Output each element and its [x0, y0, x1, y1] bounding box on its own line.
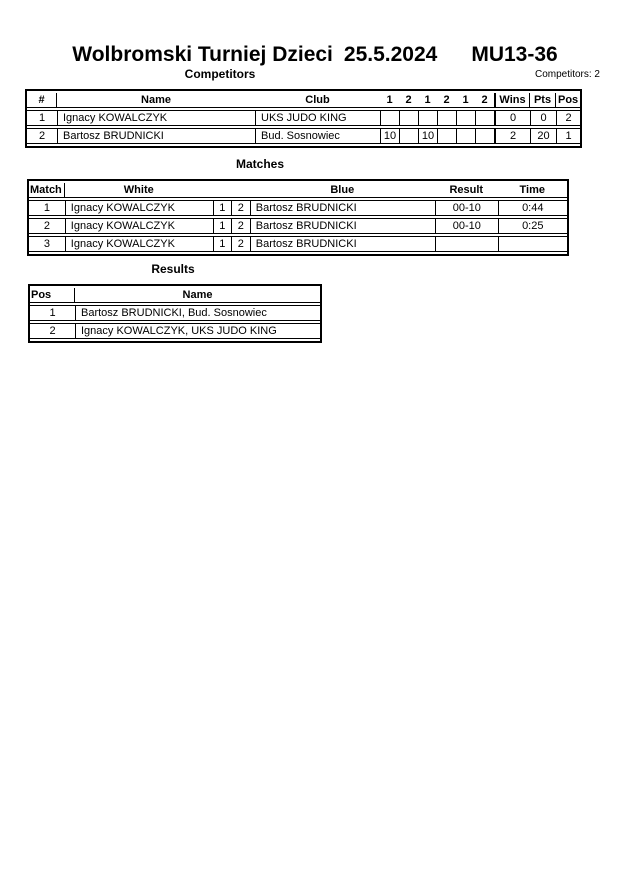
col-header-white: White [65, 183, 213, 198]
cell-blue: Bartosz BRUDNICKI [250, 200, 435, 216]
cell-match: 2 [29, 218, 65, 234]
cell-score [418, 110, 437, 126]
col-header-pos: Pos [30, 288, 75, 303]
col-header-num: # [27, 93, 57, 108]
competitors-count: Competitors: 2 [534, 69, 600, 80]
cell-result: 00-10 [435, 218, 498, 234]
cell-white-num: 1 [213, 236, 231, 252]
col-header-score-2: 2 [399, 93, 418, 108]
table-row [27, 128, 580, 144]
col-header-time: Time [498, 183, 567, 198]
cell-score [437, 110, 456, 126]
cell-white-num: 1 [213, 200, 231, 216]
cell-white-num: 1 [213, 218, 231, 234]
cell-blue-num: 2 [231, 236, 250, 252]
cell-score [456, 128, 475, 144]
cell-score [456, 110, 475, 126]
cell-pos: 2 [30, 323, 75, 339]
matches-table [27, 179, 569, 256]
cell-pos: 1 [30, 305, 75, 321]
table-row [27, 110, 580, 126]
table-header-row [27, 93, 580, 108]
results-heading: Results [151, 262, 195, 276]
competitors-table [25, 89, 582, 148]
cell-pts: 0 [530, 110, 556, 126]
results-table [28, 284, 322, 343]
table-row [29, 200, 567, 216]
cell-wins: 2 [494, 128, 530, 144]
cell-pts: 20 [530, 128, 556, 144]
cell-score [475, 110, 494, 126]
cell-wins: 0 [494, 110, 530, 126]
col-header-name: Name [57, 93, 255, 108]
col-header-blue: Blue [250, 183, 435, 198]
cell-score [475, 128, 494, 144]
col-header-score-3: 1 [418, 93, 437, 108]
col-header-score-5: 1 [456, 93, 475, 108]
cell-pos: 2 [556, 110, 580, 126]
cell-score [380, 110, 399, 126]
col-header-club: Club [255, 93, 380, 108]
table-row [29, 236, 567, 252]
col-header-pts: Pts [530, 93, 556, 108]
col-header-white-num [213, 183, 231, 198]
cell-name: Ignacy KOWALCZYK, UKS JUDO KING [75, 323, 320, 339]
cell-name: Bartosz BRUDNICKI, Bud. Sosnowiec [75, 305, 320, 321]
cell-name: Bartosz BRUDNICKI [57, 128, 255, 144]
table-row [30, 305, 320, 321]
matches-heading: Matches [235, 157, 285, 171]
col-header-wins: Wins [494, 93, 530, 108]
col-header-result: Result [435, 183, 498, 198]
col-header-score-1: 1 [380, 93, 399, 108]
cell-time: 0:25 [498, 218, 567, 234]
cell-result: 00-10 [435, 200, 498, 216]
table-row [29, 218, 567, 234]
cell-white: Ignacy KOWALCZYK [65, 200, 213, 216]
cell-match: 3 [29, 236, 65, 252]
cell-club: Bud. Sosnowiec [255, 128, 380, 144]
cell-pos: 1 [556, 128, 580, 144]
cell-num: 2 [27, 128, 57, 144]
cell-time: 0:44 [498, 200, 567, 216]
cell-blue-num: 2 [231, 218, 250, 234]
cell-match: 1 [29, 200, 65, 216]
table-header-row [30, 288, 320, 303]
title-date: 25.5.2024 [343, 43, 438, 66]
cell-score [399, 110, 418, 126]
cell-white: Ignacy KOWALCZYK [65, 218, 213, 234]
cell-result [435, 236, 498, 252]
table-row [30, 323, 320, 339]
cell-score: 10 [380, 128, 399, 144]
col-header-pos: Pos [558, 94, 579, 106]
col-header-name: Name [75, 288, 320, 303]
cell-blue: Bartosz BRUDNICKI [250, 236, 435, 252]
cell-score [437, 128, 456, 144]
cell-club: UKS JUDO KING [255, 110, 380, 126]
title-category: MU13-36 [471, 43, 558, 66]
col-header-score-6: 2 [475, 93, 494, 108]
cell-white: Ignacy KOWALCZYK [65, 236, 213, 252]
table-header-row [29, 183, 567, 198]
col-header-match: Match [29, 183, 65, 198]
cell-name: Ignacy KOWALCZYK [57, 110, 255, 126]
cell-score: 10 [418, 128, 437, 144]
col-header-blue-num [231, 183, 250, 198]
col-header-score-4: 2 [437, 93, 456, 108]
cell-blue: Bartosz BRUDNICKI [250, 218, 435, 234]
title-event: Wolbromski Turniej Dzieci [72, 43, 333, 66]
cell-blue-num: 2 [231, 200, 250, 216]
cell-score [399, 128, 418, 144]
cell-time [498, 236, 567, 252]
competitors-heading: Competitors [184, 67, 256, 81]
page-title [0, 43, 630, 67]
cell-num: 1 [27, 110, 57, 126]
